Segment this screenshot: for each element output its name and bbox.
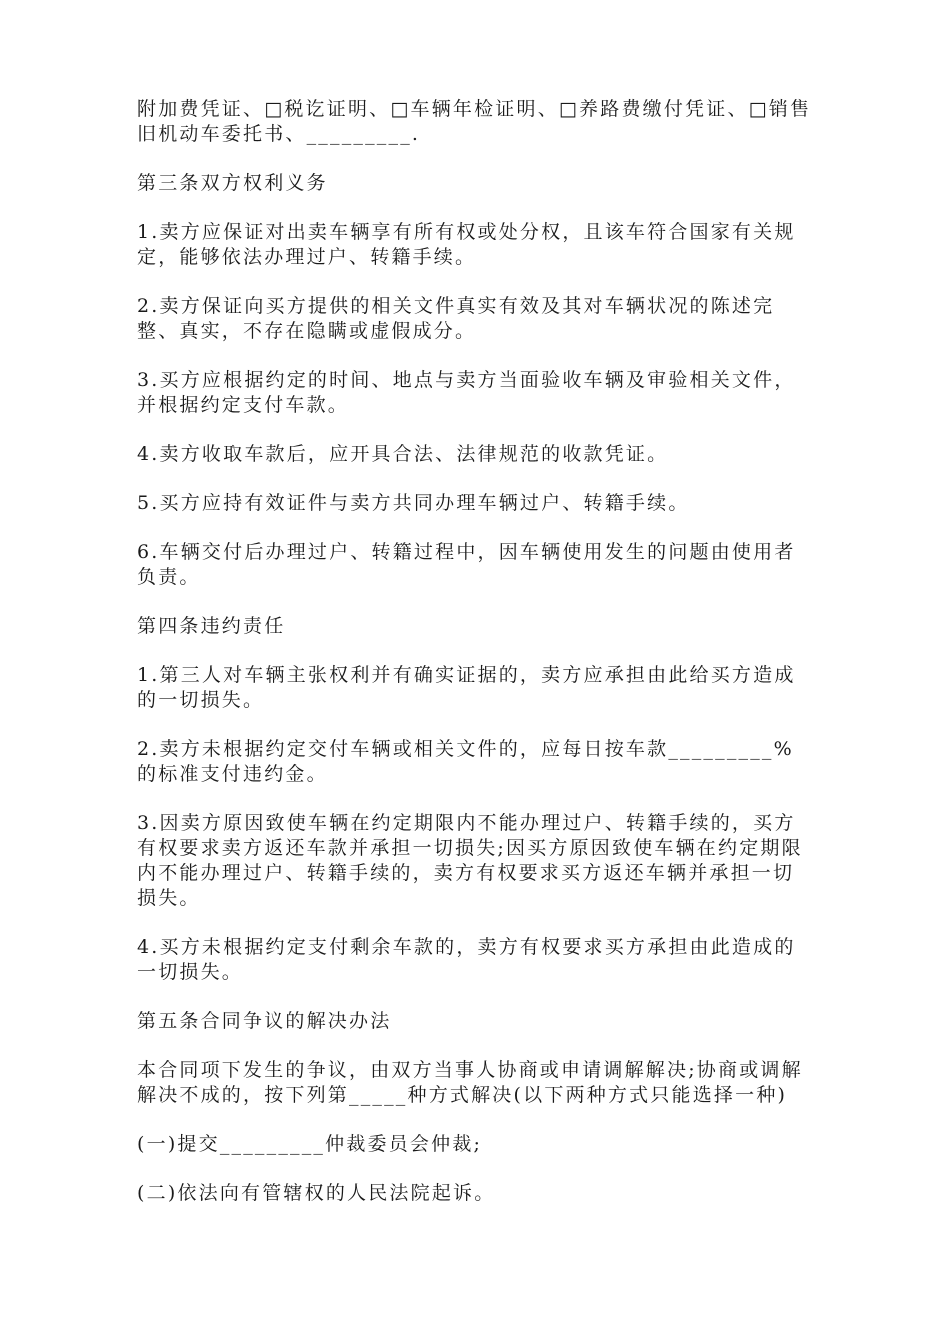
paragraph-article-3-item-3: 3.买方应根据约定的时间、地点与卖方当面验收车辆及审验相关文件，并根据约定支付车款。 [137,369,796,416]
paragraph-article-4-item-1: 1.第三人对车辆主张权利并有确实证据的，卖方应承担由此给买方造成的一切损失。 [137,664,796,711]
paragraph-article-4-item-4: 4.买方未根据约定支付剩余车款的，卖方有权要求买方承担由此造成的一切损失。 [137,936,796,983]
paragraph-article-4-item-3: 3.因卖方原因致使车辆在约定期限内不能办理过户、转籍手续的，买方有权要求卖方返还车款并承担一切损失;因买方原因致使车辆在约定期限内不能办理过户、转籍手续的，卖方有权要求买方返还车辆并承担一切损失。 [137,812,803,909]
heading-article-3: 第三条双方权利义务 [137,172,328,194]
paragraph-attachments-list: 附加费凭证、□税讫证明、□车辆年检证明、□养路费缴付凭证、□销售旧机动车委托书、_________. [137,98,812,145]
paragraph-article-3-item-5: 5.买方应持有效证件与卖方共同办理车辆过户、转籍手续。 [137,492,690,514]
heading-article-4: 第四条违约责任 [137,615,286,637]
paragraph-article-5-option-1: (一)提交_________仲裁委员会仲裁; [137,1133,483,1155]
paragraph-article-3-item-1: 1.卖方应保证对出卖车辆享有所有权或处分权，且该车符合国家有关规定，能够依法办理过户、转籍手续。 [137,221,796,268]
paragraph-article-5-option-2: (二)依法向有管辖权的人民法院起诉。 [137,1182,496,1204]
paragraph-article-3-item-4: 4.卖方收取车款后，应开具合法、法律规范的收款凭证。 [137,443,669,465]
paragraph-article-5-intro: 本合同项下发生的争议，由双方当事人协商或申请调解解决;协商或调解解决不成的，按下列第_____种方式解决(以下两种方式只能选择一种) [137,1059,803,1106]
document-body [137,97,815,1230]
paragraph-article-3-item-2: 2.卖方保证向买方提供的相关文件真实有效及其对车辆状况的陈述完整、真实，不存在隐瞒或虚假成分。 [137,295,775,342]
paragraph-article-3-item-6: 6.车辆交付后办理过户、转籍过程中，因车辆使用发生的问题由使用者负责。 [137,541,796,588]
paragraph-article-4-item-2: 2.卖方未根据约定交付车辆或相关文件的，应每日按车款_________%的标准支付违约金。 [137,738,794,785]
heading-article-5: 第五条合同争议的解决办法 [137,1010,392,1032]
